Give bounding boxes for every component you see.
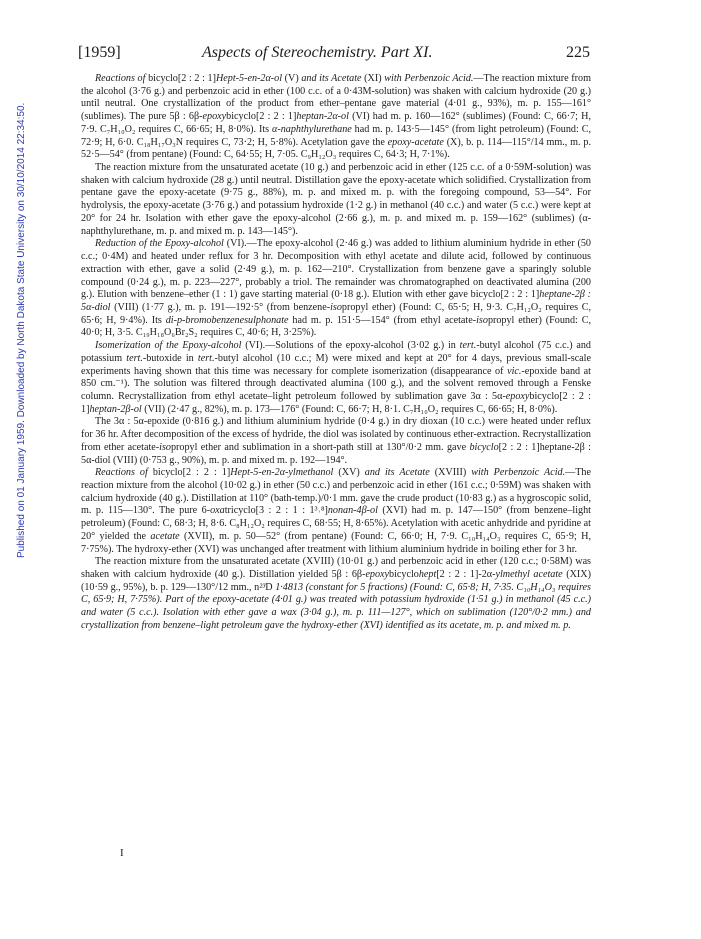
header-title: Aspects of Stereochemistry. Part XI. (202, 44, 433, 61)
text-run: (XVI) had m. p. 147—150° (from benzene–light petroleum) (Found: C, 68·3; H, 8·6. C₈H₁₂O₂ requires C, 68·55; H, 8·65%). Acetylation with acetic anhydride and pyridine at 20° yielded the (81, 505, 591, 542)
italic-run: acetate (150, 530, 180, 542)
text-run: (XI) (361, 73, 385, 84)
text-run: The reaction mixture from the unsaturated acetate (10 g.) and perbenzoic acid in ether (125 c.c. of a 0·59M-solution) was shaken with calcium hydroxide (28 g.) until neutral. Distillation gave the epoxy-acetate which solidified. Crystallization from pentane gave the epoxy-acetate (9·75 g., 88%), m. p. and mixed m. p. with the foregoing compound, 53—54°. For hydrolysis, the epoxy-acetate (3·76 g.) and potassium hydroxide (1·2 g.) in methanol (40 c.c.) and water (5 c.c.) were kept at 20° for 24 hr. Isolation with ether gave the epoxy-alcohol (2·66 g.), m. p. and mixed m. p. 159—162° (sublimes) (α-naphthylurethane, m. p. and mixed m. p. 143—145°). (81, 162, 591, 237)
header-year: [1959] (78, 44, 121, 61)
italic-run: with Perbenzoic Acid. (471, 467, 566, 479)
text-run: (XIX) (10·59 g., 95%), b. p. 129—130°/12 mm., n (81, 569, 591, 593)
text-run: (VI) had m. p. 160—162° (sublimes) (Found: C, 66·7; H, 7·9. C₇H₁₀O₂ requires C, 66·65; H, 8·0%). Its (81, 111, 592, 135)
italic-run: tert. (459, 340, 477, 352)
paragraph (81, 340, 591, 416)
italic-run: epoxy-acetate (387, 136, 444, 148)
italic-run: α-naphthylurethane (272, 123, 352, 135)
text-run: had m. p. 151·5—154° (from ethyl acetate- (288, 314, 477, 326)
italic-run: Isomerization of the Epoxy-alcohol (95, 340, 242, 352)
text-run: -butyl alcohol (75 c.c.) and potassium (81, 340, 591, 364)
italic-run: iso (330, 301, 342, 313)
text-run: D (265, 581, 273, 593)
page-number: 225 (566, 44, 590, 61)
italic-run: oxa (210, 505, 225, 517)
text-run: The 3α : 5α-epoxide (0·816 g.) and lithium aluminium hydride (0·4 g.) in dry dioxan (10 c.c.) were heated under reflux for 36 hr. After decomposition of the excess of hydride, the diol was isolated by continuous ether-extraction. Recrystallization from ether acetate- (81, 416, 591, 453)
italic-run: vic. (507, 365, 522, 377)
text-run: -epoxide band at 850 cm.⁻¹). The solution was filtered through deactivated alumina (100 g.), and the solvent removed through a Fenske column. Recrystallization from ethyl acetate–light petroleum followed by sublimation gave 3α : 5α- (81, 365, 591, 402)
text-run: (VII) (2·47 g., 82%), m. p. 173—176° (Found: C, 66·7; H, 8·1. C₇H₁₀O₂ requires C, 66·65; H, 8·0%). (141, 403, 558, 415)
text-run: bicyclo[2 : 2 : 1] (226, 111, 297, 123)
text-run: —The reaction mixture from the alcohol (3·76 g.) and perbenzoic acid in ether (100 c.c. of a 0·43M-solution) was shaken with calcium hydroxide (20 g.) until neutral. One crystallization of the product from ether–pentane gave material (4·01 g., 93%), m. p. 155—161° (sublimes). The pure 5β : 6β- (81, 73, 591, 123)
italic-run: ylmethyl acetate (495, 569, 563, 581)
italic-run: 1·4813 (constant for 5 fractions) (Found: C, 65·8; H, 7·35. C₁₀H₁₄O₃ requires C, 65·9; H, 7·75%). Part of the epoxy-acetate (4·01 g.) was treated with potassium hydroxide (1·51 g.) in methanol (45 c.c.) and water (5 c.c.). Isolation with ether gave a wax (3·04 g.), m. p. 111—127°, which on sublimation (120°/0·2 mm.) and crystallization from benzene–light petroleum gave the hydroxy-ether (XVI) identified as its acetate, m. p. and mixed m. p. (81, 581, 591, 631)
text-run: (VI).—The epoxy-alcohol (2·46 g.) was added to lithium aluminium hydride in ether (50 c.c.; 0·4M) and heated under reflux for 3 hr. Decomposition with ethyl acetate and dilute acid, followed by continuous extraction with ether, gave a solid (2·49 g.), m. p. 162—210°. Crystallization from benzene gave a sparingly soluble compound (0·24 g.), m. p. 223—227°, probably a triol. The remainder was chromatographed on deactivated alumina (200 g.). Elution with benzene–ether (1 : 1) gave starting material (0·18 g.). Elution with ether gave bicyclo[2 : 2 : 1] (81, 238, 591, 301)
italic-run: heptan-2α-ol (296, 111, 349, 123)
italic-run: heptane-2β : 5α-diol (81, 289, 591, 313)
italic-run: epoxy (365, 569, 390, 581)
text-run: -butoxide in (142, 352, 198, 364)
text-run: (V) (282, 73, 302, 84)
text-run: (VIII) (1·77 g.), m. p. 191—192·5° (from benzene- (110, 301, 331, 313)
text-run: (XVII), m. p. 50—52° (from pentane) (Found: C, 66·0; H, 7·9. C₁₀H₁₄O₃ requires C, 65·9; H, 7·75%). The hydroxy-ether (XVI) was unchanged after treatment with lithium aluminium hydride in boiling ether for 3 hr. (81, 530, 591, 555)
paragraph (81, 73, 591, 162)
italic-run: Hept-5-en-2α-ol (215, 73, 283, 84)
italic-run: heptan-2β-ol (89, 403, 142, 415)
italic-run: Hept-5-en-2α-ylmethanol (230, 467, 334, 479)
text-run: had m. p. 143·5—145° (from light petroleum) (Found: C, 72·9; H, 6·0. C₁₈H₁₇O₃N requires C, 73·2; H, 5·8%). Acetylation gave the (81, 123, 592, 148)
italic-run: ²³ (259, 581, 266, 593)
paragraph (81, 467, 591, 556)
italic-run: Reactions of (95, 467, 148, 479)
text-run: (XV) (333, 467, 365, 479)
text-run: bicyclo[2 : 2 : 1] (147, 467, 231, 479)
text-run: bicyclo[2 : 2 : 1] (81, 390, 591, 415)
italic-run: tert. (197, 352, 215, 364)
italic-run: and its Acetate (364, 467, 430, 479)
paragraph (81, 162, 591, 238)
text-run: tricyclo[3 : 2 : 1 : 1³˒⁸] (224, 505, 328, 517)
paragraph (81, 556, 591, 632)
italic-run: epoxy (202, 111, 227, 123)
text-run: -butyl alcohol (10 c.c.; M) were mixed and kept at 20° for 4 days, previous small-scale experiments having shown that this time was necessary for complete isomerization (disappearance of (81, 352, 591, 377)
text-run: [2 : 2 : 1]heptane-2β : 5α-diol (VIII) (0·753 g., 90%), m. p. and mixed m. p. 192—194°. (81, 441, 591, 466)
italic-run: Reduction of the Epoxy-alcohol (95, 238, 224, 250)
text-run: propyl ether) (Found: C, 65·5; H, 9·3. C₇H₁₂O₂ requires C, 65·6; H, 9·4%). Its (81, 301, 592, 326)
italic-run: bicyclo (469, 441, 499, 453)
italic-run: Reactions of (95, 73, 146, 84)
text-run: propyl ether and sublimation in a short-path still at 130°/0·2 mm. gave (170, 441, 470, 453)
running-header (78, 44, 590, 66)
text-run: [2 : 2 : 1]-2α- (436, 569, 496, 581)
italic-run: tert. (126, 352, 143, 364)
italic-run: di-p-bromobenzenesulphonate (165, 314, 289, 326)
italic-run: nonan-4β-ol (327, 505, 378, 517)
italic-run: and its Acetate (301, 73, 362, 84)
article-body (81, 73, 591, 633)
signature-mark: I (120, 847, 124, 859)
download-watermark[interactable]: Published on 01 January 1959. Downloaded by North Dakota State University on 30/10/2014 22:34:50. (16, 102, 27, 558)
italic-run: hept (418, 569, 437, 581)
text-run: (X), b. p. 114—115°/14 mm., m. p. 52·5—54° (from pentane) (Found: C, 64·55; H, 7·05. C₉H₁₂O₃ requires C, 64·3; H, 7·1%). (81, 136, 591, 161)
text-run: bicyclo[2 : 2 : 1] (145, 73, 216, 84)
italic-run: epoxy (505, 390, 530, 402)
text-run: bicyclo (389, 569, 419, 581)
paragraph (81, 416, 591, 467)
text-run: (XVIII) (429, 467, 472, 479)
italic-run: iso (159, 441, 171, 453)
paragraph (81, 238, 591, 340)
text-run: propyl ether) (Found: C, 40·0; H, 3·5. C₁₉H₁₈O₆Br₂S₂ requires C, 40·6; H, 3·25%). (81, 314, 591, 339)
italic-run: with Perbenzoic Acid. (384, 73, 474, 84)
text-run: The reaction mixture from the unsaturated acetate (XVIII) (10·01 g.) and perbenzoic acid in ether (120 c.c.; 0·58M) was shaken with calcium hydroxide (40 g.). Distillation yielded 5β : 6β- (81, 556, 591, 581)
text-run: (VI).—Solutions of the epoxy-alcohol (3·02 g.) in (241, 340, 460, 352)
italic-run: iso (476, 314, 488, 326)
text-run: —The reaction mixture from the alcohol (10·02 g.) in ether (50 c.c.) and perbenzoic acid in ether (161 c.c.; 0·59M) was shaken with calcium hydroxide (40 g.). Distillation at 110° (bath-temp.)/0·1 mm. gave the crude product (10·83 g.) as a hygroscopic solid, m. p. 115—130°. The pure 6- (81, 467, 591, 517)
